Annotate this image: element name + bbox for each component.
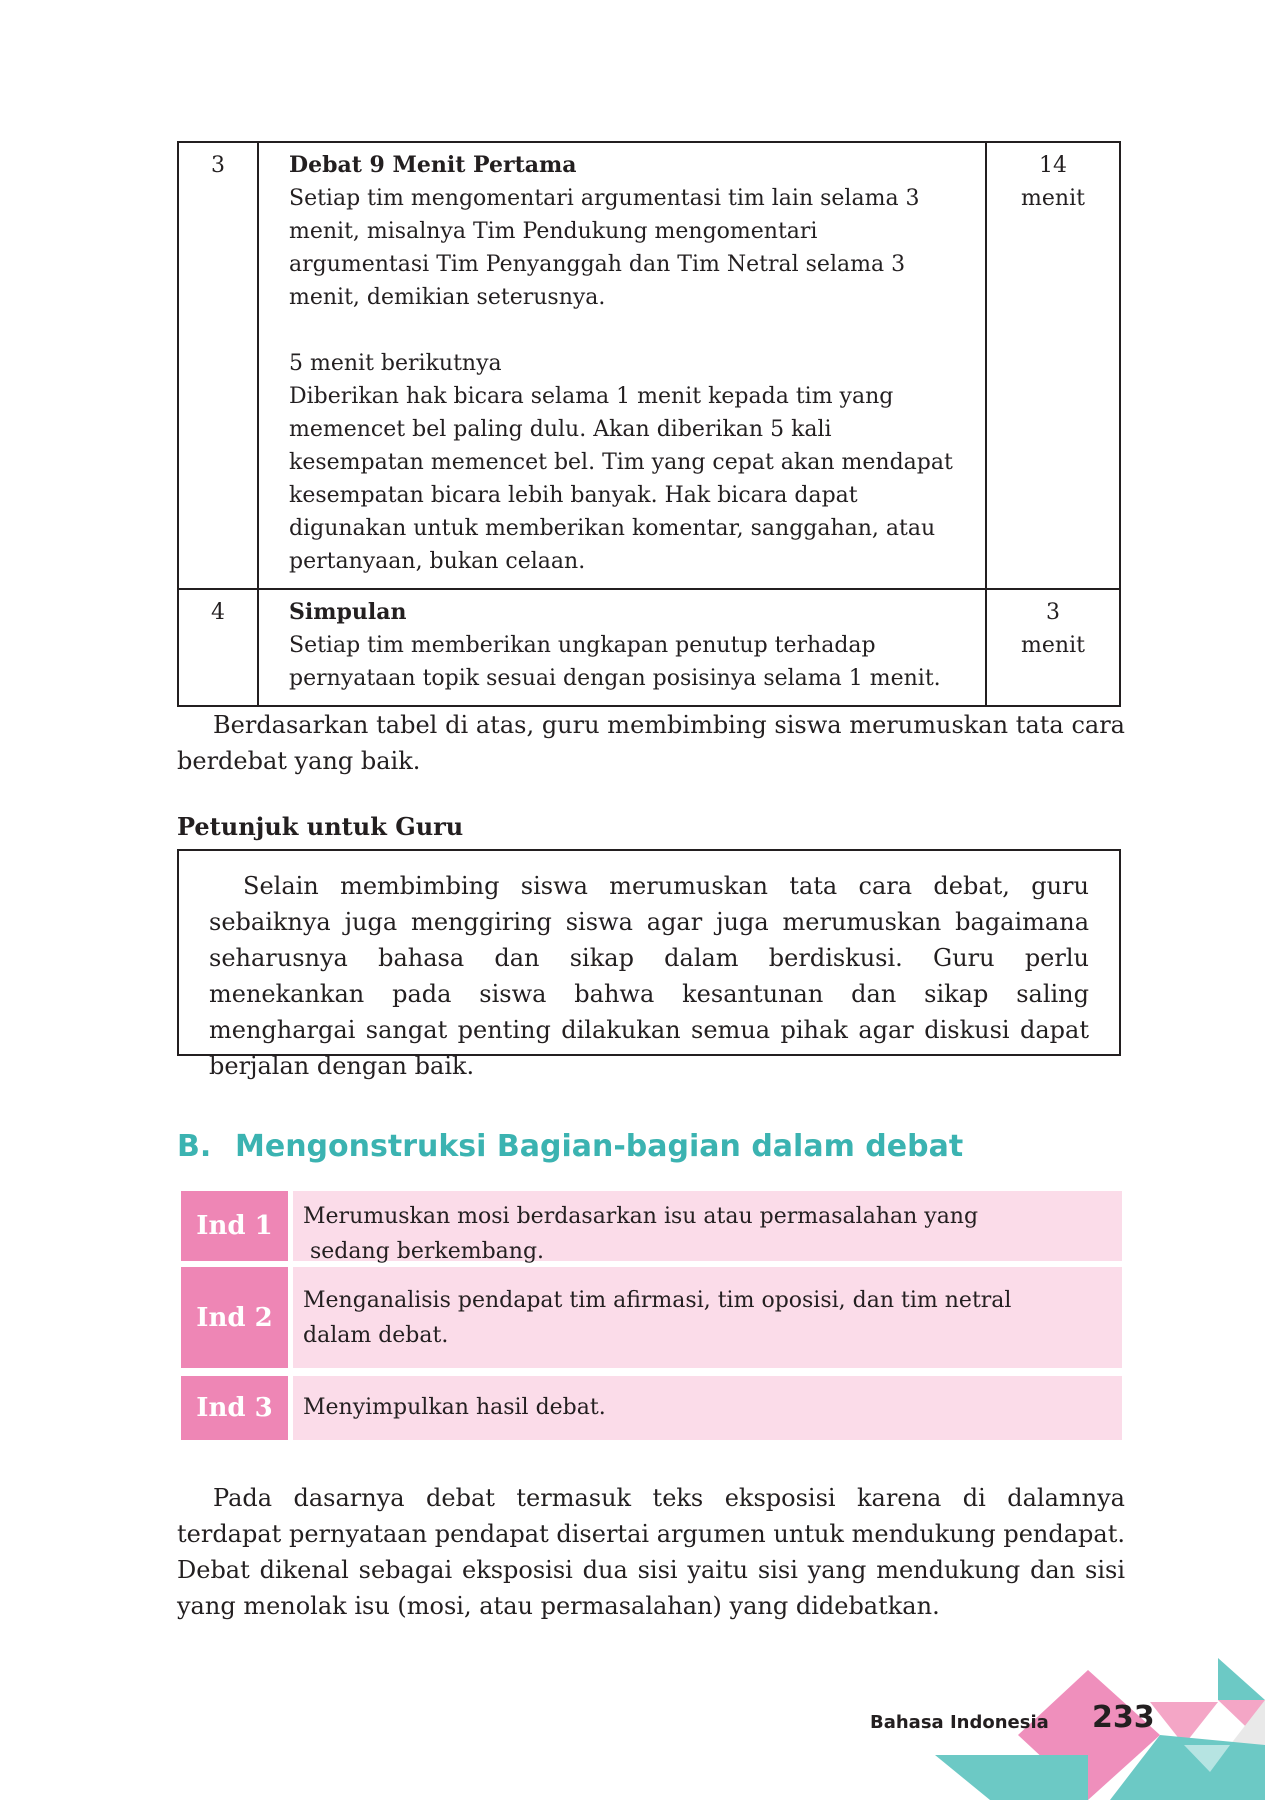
- step-number: 4: [178, 589, 258, 706]
- indicator-label: Ind 3: [181, 1376, 288, 1440]
- step-description: Setiap tim mengomentari argumentasi tim lain selama 3 menit, misalnya Tim Pendukung mengomentari argumentasi Tim Penyanggah dan Tim Netral selama 3 menit, demikian seterusnya.: [289, 186, 920, 310]
- step-subdescription: Diberikan hak bicara selama 1 menit kepada tim yang memencet bel paling dulu. Akan diberikan 5 kali kesempatan memencet bel. Tim yang cepat akan mendapat kesempatan bicara lebih banyak. Hak bicara dapat digunakan untuk memberikan komentar, sanggahan, atau pertanyaan, bukan celaan.: [289, 384, 953, 574]
- book-title: Bahasa Indonesia: [870, 1712, 1049, 1733]
- teacher-guide-title: Petunjuk untuk Guru: [177, 812, 464, 841]
- step-title: Simpulan: [289, 599, 407, 625]
- indicator-line: Merumuskan mosi berdasarkan isu atau permasalahan yang: [303, 1204, 979, 1229]
- duration-value: 14: [1039, 153, 1067, 178]
- closing-paragraph: Pada dasarnya debat termasuk teks eksposisi karena di dalamnya terdapat pernyataan pendapat disertai argumen untuk mendukung pendapat. Debat dikenal sebagai eksposisi dua sisi yaitu sisi yang mendukung dan sisi yang menolak isu (mosi, atau permasalahan) yang didebatkan.: [177, 1484, 1125, 1620]
- step-number: 3: [178, 142, 258, 589]
- duration-unit: menit: [1021, 186, 1085, 211]
- indicator-label: Ind 2: [181, 1267, 288, 1368]
- indicator-line: Menyimpulkan hasil debat.: [303, 1395, 606, 1420]
- duration-unit: menit: [1021, 633, 1085, 658]
- section-letter: B.: [177, 1129, 212, 1164]
- step-description: Setiap tim memberikan ungkapan penutup terhadap pernyataan topik sesuai dengan posisinya selama 1 menit.: [289, 633, 941, 691]
- indicator-label: Ind 1: [181, 1191, 288, 1261]
- indicator-line: dalam debat.: [303, 1323, 449, 1348]
- indicator-line: Menganalisis pendapat tim afirmasi, tim oposisi, dan tim netral: [303, 1288, 1012, 1313]
- duration-value: 3: [1046, 600, 1060, 625]
- indicator-line: sedang berkembang.: [303, 1239, 545, 1264]
- after-table-paragraph: Berdasarkan tabel di atas, guru membimbing siswa merumuskan tata cara berdebat yang baik.: [177, 711, 1125, 775]
- step-subtitle: 5 menit berikutnya: [289, 351, 502, 376]
- teacher-guide-text: Selain membimbing siswa merumuskan tata cara debat, guru sebaiknya juga menggiring siswa agar juga merumuskan bagaimana seharusnya bahasa dan sikap dalam berdiskusi. Guru perlu menekankan pada siswa bahwa kesantunan dan sikap saling menghargai sangat penting dilakukan semua pihak agar diskusi dapat berjalan dengan baik.: [209, 872, 1089, 1080]
- step-title: Debat 9 Menit Pertama: [289, 152, 577, 178]
- section-title: Mengonstruksi Bagian-bagian dalam debat: [235, 1129, 964, 1164]
- page-number: 233: [1092, 1700, 1155, 1735]
